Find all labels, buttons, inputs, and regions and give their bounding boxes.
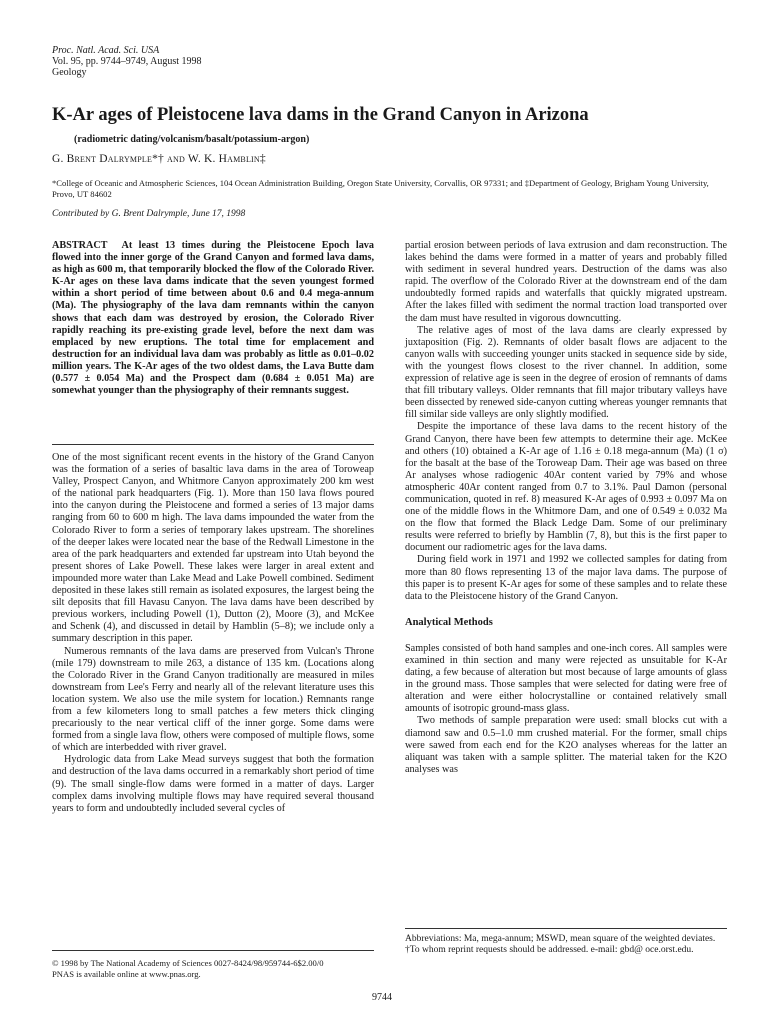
journal-header	[52, 45, 202, 78]
abstract-label: ABSTRACT	[52, 240, 108, 251]
footnotes	[405, 934, 727, 956]
journal-section: Geology	[52, 67, 87, 78]
paragraph: Two methods of sample preparation were used: small blocks cut with a diamond saw and 0.5–1.0 mm crushed material. For the former, small chips were sawed from each end for the K2O analyses whereas for the latter an aliquant was taken with a sample splitter. The material taken for the K2O analyses was	[405, 715, 727, 775]
right-column-body	[405, 240, 727, 776]
journal-volume: Vol. 95, pp. 9744–9749, August 1998	[52, 56, 202, 67]
abstract-divider	[52, 444, 374, 445]
abbreviations-note: Abbreviations: Ma, mega-annum; MSWD, mean square of the weighted deviates.	[405, 934, 716, 944]
contributed-by: Contributed by G. Brent Dalrymple, June 17, 1998	[52, 209, 246, 219]
paragraph: The relative ages of most of the lava dams are clearly expressed by juxtaposition (Fig. 2). Remnants of older basalt flows are adjacent to the canyon walls with succeeding younger units stacked in sequence side by side, with the youngest flows closest to the river channel. In addition, some expression of relative age is seen in the degree of erosion of remnants of dams that fill tributary valleys. Older remnants that fill major tributary valleys have been dissected by renewed side-canyon cutting whereas younger remnants that fill similar side valleys are only slightly modified.	[405, 324, 727, 421]
keywords: (radiometric dating/volcanism/basalt/potassium-argon)	[74, 134, 310, 145]
notes-divider	[405, 928, 727, 929]
affiliation: *College of Oceanic and Atmospheric Sciences, 104 Ocean Administration Building, Oregon State University, Corvallis, OR 97331; and ‡Department of Geology, Brigham Young University, Provo, UT 84602	[52, 178, 709, 199]
paragraph: During field work in 1971 and 1992 we collected samples for dating from more than 80 flows representing 13 of the major lava dams. The purpose of this paper is to present K-Ar ages for some of these samples and to relate these data to the Pleistocene history of the Grand Canyon.	[405, 554, 727, 602]
authors: G. Brent Dalrymple*† and W. K. Hamblin‡	[52, 153, 266, 165]
paragraph: One of the most significant recent events in the history of the Grand Canyon was the formation of a series of basaltic lava dams in the area of Toroweap Valley, Prospect Canyon, and Whitmore Canyon approximately 200 km west of the national park headquarters (Fig. 1). More than 150 lava flows poured into the canyon during the Pleistocene and formed a series of 13 major dams ranging from 60 to 600 m high. The lava dams impounded the water from the Colorado River to form a series of temporary lakes upstream. The shorelines of the deeper lakes were located near the base of the Redwall Limestone in the area of the park headquarters and extended far upstream into Utah beyond the present shores of Lake Powell. These lakes were larger in areal extent and impounded more water than Lake Mead and Lake Powell combined. Sediment deposited in these lakes still remain as isolated exposures, the largest being the silt deposits that fill Havasu Canyon. The lava dams have been described by previous workers, including Powell (1), Dutton (2), Moore (3), and McKee and Schenk (4), and discussed in detail by Hamblin (5–8); we include only a summary description in this paper.	[52, 452, 374, 645]
section-heading: Analytical Methods	[405, 616, 493, 628]
journal-name: Proc. Natl. Acad. Sci. USA	[52, 45, 160, 56]
left-column-body	[52, 452, 374, 815]
abstract-text: At least 13 times during the Pleistocene Epoch lava flowed into the inner gorge of the Grand Canyon and formed lava dams, as high as 600 m, that temporarily blocked the flow of the Colorado River. K-Ar ages on these lava dams indicate that the seven youngest formed within a short period of time between about 0.6 and 0.4 mega-annum (Ma). The physiography of the lava dam remnants within the canyon shows that each dam was destroyed by erosion, the Colorado River rapidly reaching its pre-existing grade level, before the next dam was emplaced by new eruptions. The total time for emplacement and destruction for an individual lava dam was probably as little as 0.01–0.02 million years. The K-Ar ages of the two oldest dams, the Lava Butte dam (0.577 ± 0.054 Ma) and the Prospect dam (0.684 ± 0.051 Ma) are somewhat younger than the physiography of their remnants suggest.	[52, 240, 374, 397]
availability: PNAS is available online at www.pnas.org.	[52, 969, 201, 979]
copyright: © 1998 by The National Academy of Sciences 0027-8424/98/959744-6$2.00/0	[52, 958, 324, 968]
footer-divider	[52, 950, 374, 951]
copyright-block	[52, 958, 374, 980]
abstract	[52, 240, 374, 397]
page-number: 9744	[372, 992, 392, 1003]
article-title: K-Ar ages of Pleistocene lava dams in the Grand Canyon in Arizona	[52, 105, 589, 125]
paragraph: Samples consisted of both hand samples and one-inch cores. All samples were examined in thin section and many were rejected as unsuitable for K-Ar dating, a few because of alteration but most because of large amounts of glass in the ground mass. Those samples that were selected for dating were free of alteration and were either holocrystalline or contained relatively small amounts of isotropic ground-mass glass.	[405, 642, 727, 715]
reprint-note: †To whom reprint requests should be addressed. e-mail: gbd@ oce.orst.edu.	[405, 945, 694, 955]
paragraph: partial erosion between periods of lava extrusion and dam reconstruction. The lakes behind the dams were formed in a matter of years and probably filled with sediment in several hundred years. Destruction of the dams was also rapid. The overflow of the Colorado River at the downstream end of the dam undoubtedly formed rapids and waterfalls that quickly migrated upstream. After the lakes filled with sediment the normal traction load transported over the dam must have resulted in vigorous downcutting.	[405, 240, 727, 324]
paragraph: Numerous remnants of the lava dams are preserved from Vulcan's Throne (mile 179) downstream to mile 263, a distance of 135 km. (Locations along the Colorado River in the Grand Canyon traditionally are measured in miles downstream from Lee's Ferry and nearly all of the relevant literature uses this location system. We also use the mile system for location.) Remnants range from a few kilometers long to small patches a few meters thick clinging precariously to the near vertical cliff of the inner gorge. Some dams were formed from a single lava flow, others were composed of multiple flows, some of which are interbedded with river gravel.	[52, 645, 374, 754]
paragraph: Despite the importance of these lava dams to the recent history of the Grand Canyon, there have been few attempts to determine their age. McKee and others (10) obtained a K-Ar age of 1.16 ± 0.18 mega-annum (Ma) (1 σ) for the basalt at the base of the Toroweap Dam. Their age was based on three Ar analyses whose radiogenic 40Ar content varied by 79% and whose atmospheric 40Ar content ranged from 0.7 to 3.1%. Paul Damon (personal communication, quoted in ref. 8) measured K-Ar ages of 0.993 ± 0.097 Ma on one of the middle flows in the Whitmore Dam, and one of 0.549 ± 0.032 Ma on the flow that formed the Black Ledge Dam. Some of our preliminary results were referred to briefly by Hamblin (7, 8), but this is the first paper to document our radiometric ages for the lava dams.	[405, 421, 727, 554]
paragraph: Hydrologic data from Lake Mead surveys suggest that both the formation and destruction of the lava dams occurred in a remarkably short period of time (9). The small single-flow dams were formed in a matter of days. Larger complex dams involving multiple flows may have required several thousand years to form and undoubtedly included several cycles of	[52, 754, 374, 814]
